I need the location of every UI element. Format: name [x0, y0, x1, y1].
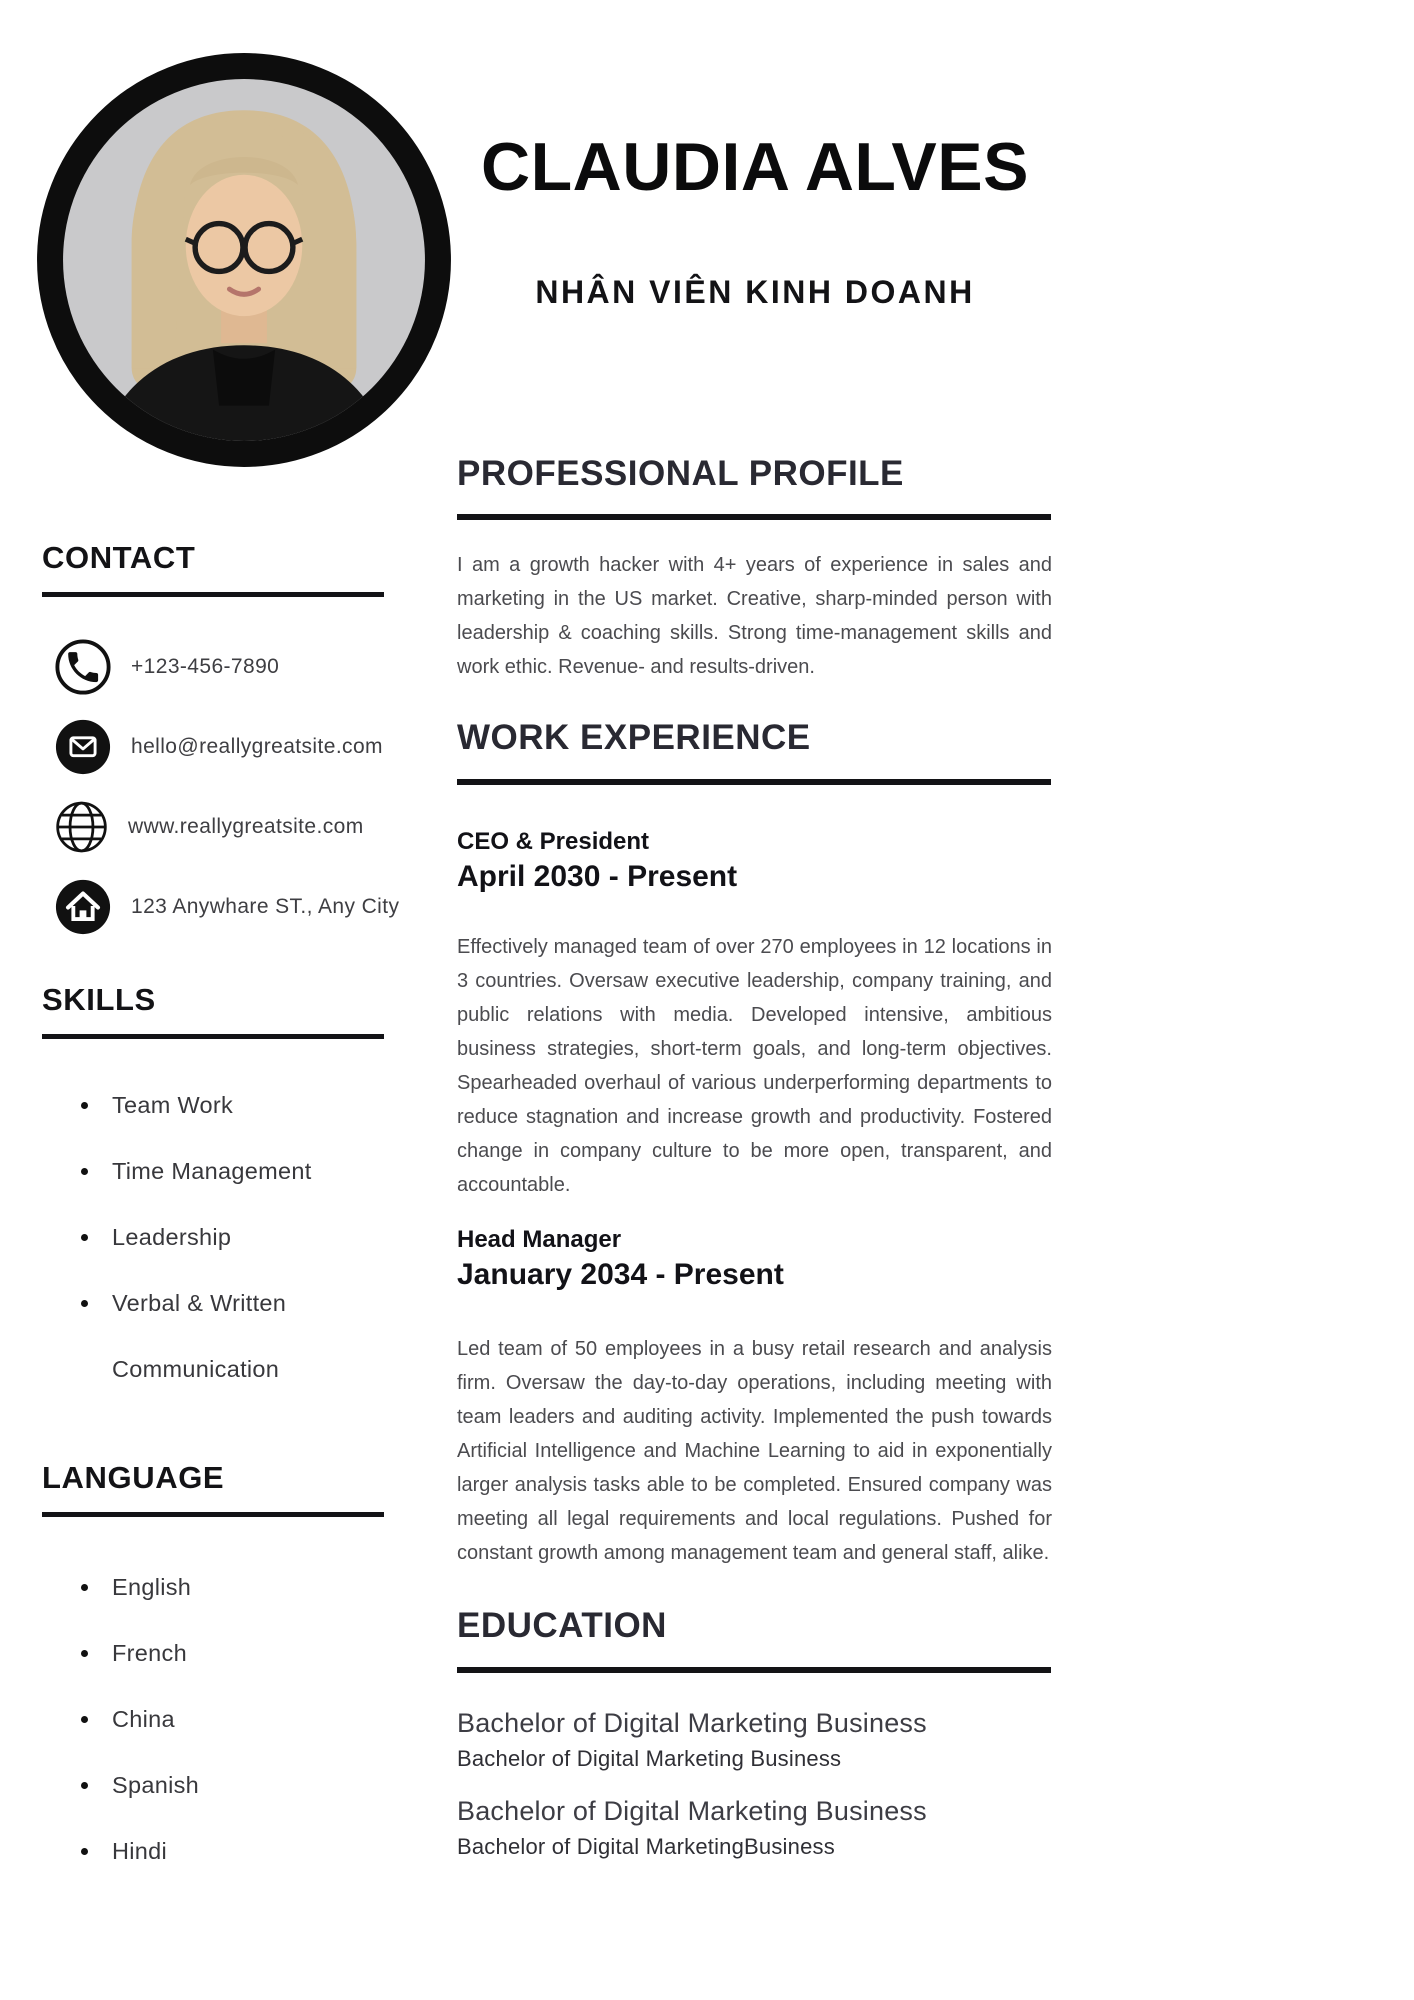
person-portrait-icon [36, 52, 452, 468]
profile-divider [457, 514, 1051, 520]
language-item: • Spanish [102, 1752, 380, 1818]
globe-icon [54, 798, 109, 856]
language-divider [42, 1512, 384, 1517]
education-heading: EDUCATION [457, 1606, 667, 1645]
job-description: Effectively managed team of over 270 employees in 12 locations in 3 countries. Oversaw executive leadership, company training, and public relations with media. Developed intensive, ambitious business strategies, short-term goals, and long-term objectives. Spearheaded overhaul of various underperforming departments to reduce stagnation and increase growth and productivity. Fostered change in company culture to be more open, transparent, and accountable. [457, 936, 1052, 1196]
contact-divider [42, 592, 384, 597]
language-item: • China [102, 1686, 380, 1752]
skills-heading: SKILLS [42, 982, 156, 1017]
person-name: CLAUDIA ALVES [481, 129, 1029, 205]
job-period: April 2030 - Present [457, 860, 738, 893]
email-icon [54, 718, 112, 776]
profile-heading: PROFESSIONAL PROFILE [457, 454, 904, 493]
skills-divider [42, 1034, 384, 1039]
contact-website-text: www.reallygreatsite.com [128, 815, 364, 838]
profile-text: I am a growth hacker with 4+ years of experience in sales and marketing in the US market. Creative, sharp-minded person with leadership & coaching skills. Strong time-management skills and work ethic. Revenue- and results-driven. [457, 554, 1052, 678]
language-list [56, 1554, 380, 1884]
education-degree: Bachelor of Digital Marketing Business [457, 1708, 927, 1738]
job-title: Head Manager [457, 1226, 622, 1253]
language-heading: LANGUAGE [42, 1460, 225, 1495]
education-divider [457, 1667, 1051, 1673]
skill-item: • Team Work [102, 1072, 380, 1138]
contact-list [54, 638, 400, 958]
experience-heading: WORK EXPERIENCE [457, 718, 811, 757]
job-description: Led team of 50 employees in a busy retail research and analysis firm. Oversaw the day-to-day operations, including meeting with team leaders and auditing activity. Implemented the push towards Artificial Intelligence and Machine Learning to aid in exponentially larger analysis tasks able to be completed. Ensured company was meeting all legal requirements and local regulations. Pushed for constant growth among management team and general staff, alike. [457, 1338, 1052, 1564]
phone-icon [54, 638, 112, 696]
contact-heading: CONTACT [42, 540, 196, 575]
job-title: CEO & President [457, 828, 650, 855]
home-icon [54, 878, 112, 936]
language-item: • English [102, 1554, 380, 1620]
skill-item: • Time Management [102, 1138, 380, 1204]
contact-phone-text: +123-456-7890 [131, 655, 280, 678]
contact-item-address [54, 878, 400, 936]
skill-item: • Verbal & Written Communication [102, 1270, 380, 1402]
profile-photo [36, 52, 452, 468]
contact-item-email [54, 718, 394, 776]
experience-divider [457, 779, 1051, 785]
contact-email-text: hello@reallygreatsite.com [131, 735, 383, 758]
skill-item: • Leadership [102, 1204, 380, 1270]
education-degree: Bachelor of Digital Marketing Business [457, 1796, 927, 1826]
skills-list [56, 1072, 380, 1402]
contact-item-phone [54, 638, 394, 696]
education-school: Bachelor of Digital Marketing Business [457, 1746, 842, 1771]
contact-address-text: 123 Anywhare ST., Any City [131, 895, 400, 918]
language-item: • French [102, 1620, 380, 1686]
contact-item-website [54, 798, 394, 856]
education-school: Bachelor of Digital MarketingBusiness [457, 1834, 835, 1859]
job-period: January 2034 - Present [457, 1258, 784, 1291]
language-item: • Hindi [102, 1818, 380, 1884]
job-position-title: NHÂN VIÊN KINH DOANH [535, 274, 975, 310]
